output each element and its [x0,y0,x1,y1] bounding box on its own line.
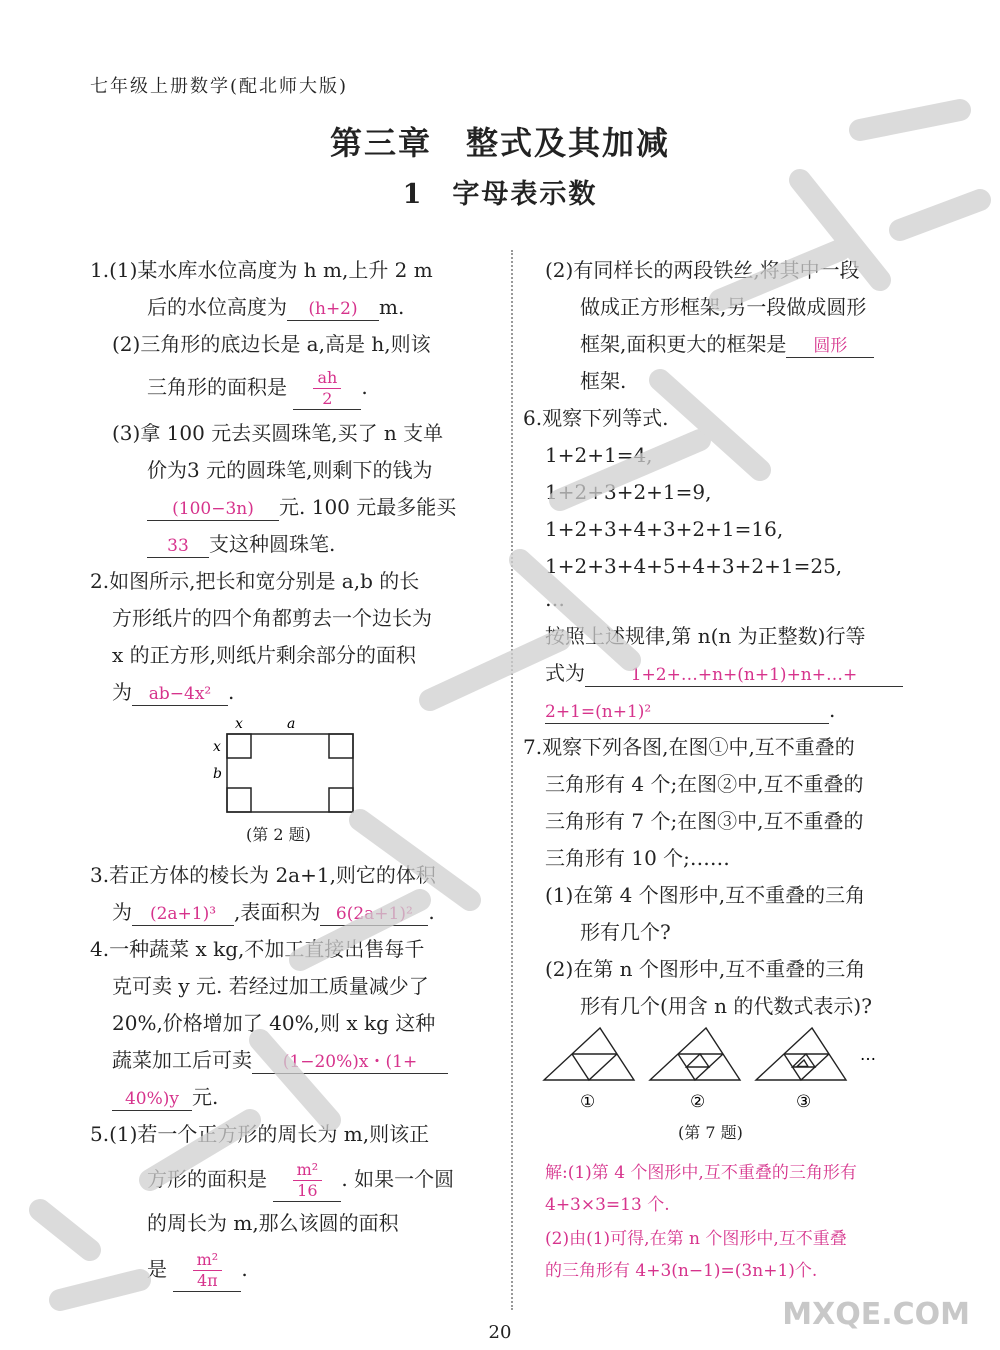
section-title: 1 字母表示数 [402,179,598,210]
q5-line: 方形的面积是 $\frac{\text{m²}}{16}$ . 如果一个圆 [147,1160,455,1200]
answer-blank: ab−4x² [132,683,228,706]
figure-caption: (第 7 题) [678,1123,743,1142]
q3-line: 为 (2a+1)³ ,表面积为 6(2a+1)² . [112,900,435,924]
q5-line: 框架,面积更大的框架是 圆形 [580,329,874,359]
q6-equation: 1+2+1=4, [545,443,653,467]
q6-line: 按照上述规律,第 n(n 为正整数)行等 [545,624,866,648]
answer-blank [273,1160,341,1202]
q6-line: 式为 1+2+…+n+(n+1)+n+…+ [545,658,903,688]
label-x-top: x [235,716,243,732]
q5-line: 的周长为 m,那么该圆的面积 [147,1211,399,1235]
page-header: 七年级上册数学(配北师大版) [90,76,349,97]
answer-blank [173,1250,241,1292]
q1-line: 价为3 元的圆珠笔,则剩下的钱为 [147,458,433,482]
solution-line: (2)由(1)可得,在第 n 个图形中,互不重叠 [545,1229,847,1249]
answer-fraction: $\frac{\text{m²}}{16}$ [293,1160,323,1201]
q7-line: 三角形有 7 个;在图③中,互不重叠的 [545,809,864,833]
q6-equation: 1+2+3+4+3+2+1=16, [545,517,784,541]
q7-line: 形有几个(用含 n 的代数式表示)? [580,994,872,1018]
q5-line: 是 $\frac{\text{m²}}{4\pi}$ . [147,1250,248,1290]
q4-line: 20%,价格增加了 40%,则 x kg 这种 [112,1011,436,1035]
label-b: b [213,766,222,782]
rectangle-figure [205,712,365,830]
answer-blank: (100−3n) [147,498,279,521]
q6-equation: 1+2+3+4+5+4+3+2+1=25, [545,554,843,578]
q4-line: 40%)y 元. [112,1082,218,1112]
q5-line: 5.(1)若一个正方形的周长为 m,则该正 [90,1122,430,1146]
q7-line: 形有几个? [580,920,671,944]
triangle-figure-1 [544,1028,634,1080]
triangle-figure-2 [650,1028,740,1080]
answer-blank: 33 [147,535,209,558]
page-number: 20 [488,1322,512,1343]
answer-blank [293,368,361,410]
answer-fraction: $\frac{ah}{2}$ [313,368,341,409]
triangle-figure-3 [756,1028,846,1080]
figure-label-3: ③ [796,1092,812,1112]
q7-line: (2)在第 n 个图形中,互不重叠的三角 [545,957,866,981]
q7-line: 三角形有 4 个;在图②中,互不重叠的 [545,772,864,796]
q5-line: 框架. [580,369,627,393]
q6-line: 2+1=(n+1)² . [545,698,836,722]
answer-blank: (1−20%)x・(1+ [252,1051,448,1074]
q3-line: 3.若正方体的棱长为 2a+1,则它的体积 [90,863,436,887]
figure-label-2: ② [690,1092,706,1112]
q1-line: 三角形的面积是 $\frac{ah}{2}$ . [147,368,368,408]
label-a: a [287,716,296,732]
q7-line: 7.观察下列各图,在图①中,互不重叠的 [523,735,855,759]
q2-line: 为 ab−4x² . [112,680,235,704]
solution-line: 解:(1)第 4 个图形中,互不重叠的三角形有 [545,1163,857,1183]
solution-line: 的三角形有 4+3(n−1)=(3n+1)个. [545,1261,818,1281]
figure-ellipsis: … [860,1045,876,1064]
q1-line: 后的水位高度为 (h+2) m. [147,295,405,319]
q1-line: (3)拿 100 元去买圆珠笔,买了 n 支单 [112,421,444,445]
chapter-title: 第三章 整式及其加减 [329,124,670,162]
figure-label-1: ① [580,1092,596,1112]
q2-line: x 的正方形,则纸片剩余部分的面积 [112,643,416,667]
solution-line: 4+3×3=13 个. [545,1195,670,1215]
column-divider [511,250,513,1310]
answer-blank: 1+2+…+n+(n+1)+n+…+ [585,664,903,687]
answer-blank: (2a+1)³ [132,903,234,926]
answer-fraction: $\frac{\text{m²}}{4\pi}$ [193,1250,223,1291]
q1-line: (2)三角形的底边长是 a,高是 h,则该 [112,332,431,356]
q6-ellipsis: … [545,587,565,611]
figure-caption: (第 2 题) [246,825,311,844]
answer-blank: 2+1=(n+1)² [545,701,829,724]
q4-line: 克可卖 y 元. 若经过加工质量减少了 [112,974,429,998]
watermark-brand: MXQE.COM [782,1297,970,1332]
answer-blank: 6(2a+1)² [320,903,428,926]
answer-blank: 圆形 [786,335,874,358]
q4-line: 4.一种蔬菜 x kg,不加工直接出售每千 [90,937,425,961]
answer-blank: 40%)y [112,1088,192,1111]
q6-equation: 1+2+3+2+1=9, [545,480,712,504]
q7-line: (1)在第 4 个图形中,互不重叠的三角 [545,883,866,907]
q6-line: 6.观察下列等式. [523,406,669,430]
q4-line: 蔬菜加工后可卖 (1−20%)x・(1+ [112,1045,448,1075]
label-x-left: x [213,739,221,755]
q5-line: (2)有同样长的两段铁丝,将其中一段 [545,258,860,282]
q1-line: (100−3n) 元. 100 元最多能买 [147,492,456,522]
q1-line: 33 支这种圆珠笔. [147,529,335,559]
q2-line: 2.如图所示,把长和宽分别是 a,b 的长 [90,569,420,593]
q2-line: 方形纸片的四个角都剪去一个边长为 [112,606,432,630]
q5-line: 做成正方形框架,另一段做成圆形 [580,295,867,319]
q7-line: 三角形有 10 个;…… [545,846,730,870]
answer-blank: (h+2) [287,298,379,321]
q1-line: 1.(1)某水库水位高度为 h m,上升 2 m [90,258,433,282]
